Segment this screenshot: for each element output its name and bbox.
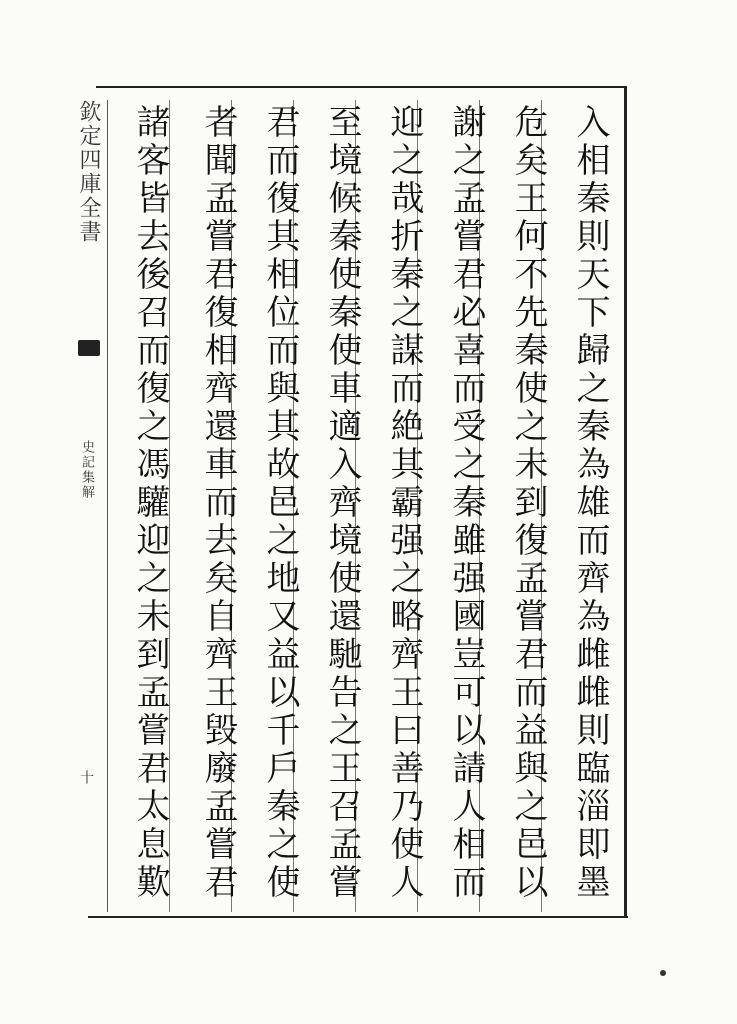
text-column-3: 謝之孟嘗君必喜而受之秦雖强國豈可以請人相而 <box>446 104 486 902</box>
frame-bottom-border <box>88 916 628 918</box>
fishtail-mark <box>78 340 100 356</box>
text-column-7: 者聞孟嘗君復相齊還車而去矣自齊王毀廢孟嘗君 <box>198 104 238 902</box>
text-column-4: 迎之哉折秦之謀而絶其霸强之略齊王曰善乃使人 <box>384 104 424 902</box>
text-column-1: 入相秦則天下歸之秦為雄而齊為雌雌則臨淄即墨 <box>570 104 610 902</box>
text-column-2: 危矣王何不先秦使之未到復孟嘗君而益與之邑以 <box>508 104 548 902</box>
text-column-5: 至境候秦使秦使車適入齊境使還馳告之王召孟嘗 <box>322 104 362 902</box>
frame-left-border <box>107 100 108 912</box>
margin-book-name: 史記集解 <box>79 440 94 500</box>
ink-speck <box>660 970 666 976</box>
text-column-6: 君而復其相位而與其故邑之地又益以千戶秦之使 <box>260 104 300 902</box>
text-column-8: 諸客皆去後召而復之馮驩迎之未到孟嘗君太息歎 <box>130 104 170 902</box>
frame-top-border <box>96 86 626 88</box>
margin-page-number: 十 <box>78 770 94 784</box>
margin-book-title: 欽定四庫全書 <box>76 100 101 244</box>
frame-right-border <box>624 86 627 918</box>
